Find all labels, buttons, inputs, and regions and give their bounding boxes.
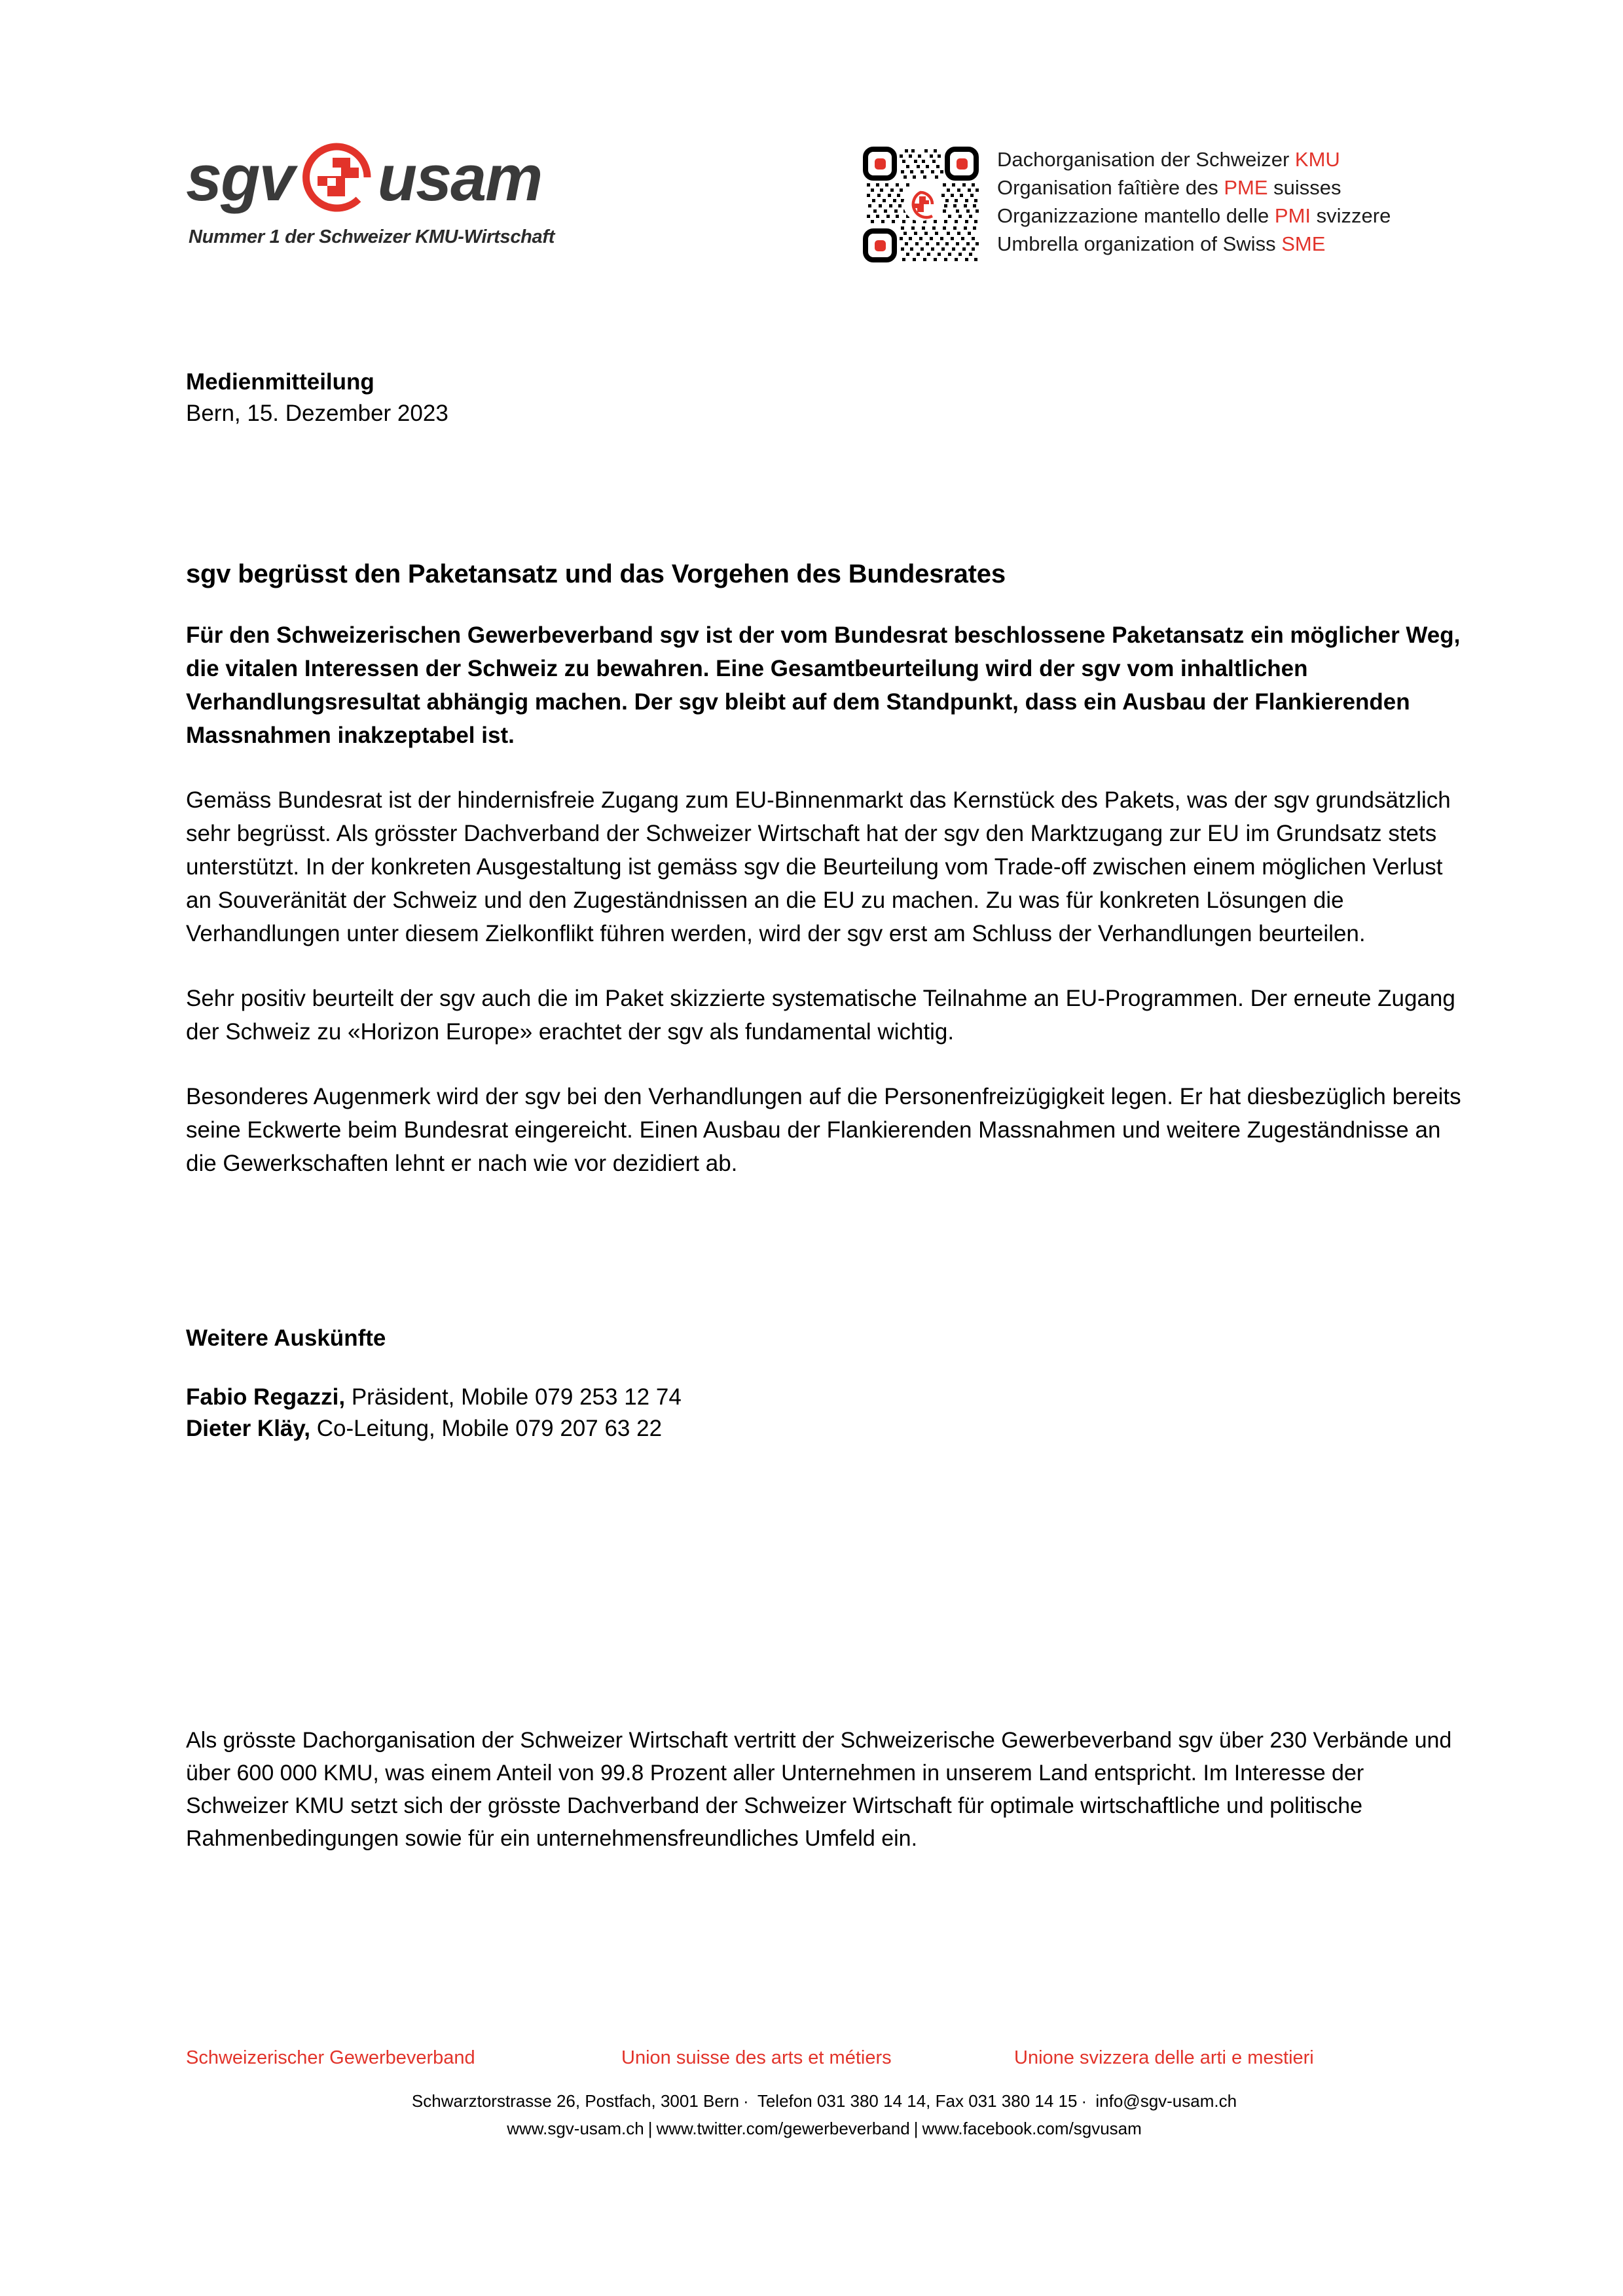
logo-tagline: Nummer 1 der Schweizer KMU-Wirtschaft — [189, 226, 555, 247]
footer-separator-pipe: | — [647, 2119, 653, 2138]
page-title: sgv begrüsst den Paketansatz und das Vorgehen des Bundesrates — [186, 560, 1006, 588]
document-type: Medienmitteilung — [186, 369, 374, 395]
contact-list — [186, 1382, 1463, 1444]
qr-claim-line-en — [997, 230, 1391, 258]
footer-org-name-de: Schweizerischer Gewerbeverband — [186, 2047, 475, 2068]
body-paragraph-3: Besonderes Augenmerk wird der sgv bei den Verhandlungen auf die Personenfreizügigkeit legen. Er hat diesbezüglich bereits seine Eckwerte beim Bundesrat eingereicht. Einen Ausbau der Flankierenden Massnahmen und weitere Zugeständnisse an die Gewerkschaften lehnt er nach wie vor dezidiert ab. — [186, 1084, 1461, 1176]
contact-item — [186, 1413, 1463, 1444]
footer-phone: Telefon 031 380 14 14, Fax 031 380 14 15 — [757, 2091, 1078, 2111]
contact-details: Co-Leitung, Mobile 079 207 63 22 — [310, 1416, 663, 1441]
page-header — [186, 137, 1472, 281]
contact-name: Dieter Kläy, — [186, 1416, 310, 1441]
qr-claim-fr-before: Organisation faîtière des — [997, 176, 1224, 199]
footer-link-facebook[interactable]: www.facebook.com/sgvusam — [922, 2119, 1142, 2138]
qr-claim-lines — [997, 144, 1391, 258]
qr-claim-it-highlight: PMI — [1274, 204, 1311, 227]
logo-wordmark — [186, 137, 592, 217]
footer-email[interactable]: info@sgv-usam.ch — [1095, 2091, 1237, 2111]
qr-claim-line-de — [997, 145, 1391, 173]
qr-claim-it-before: Organizzazione mantello delle — [997, 204, 1275, 227]
lead-paragraph: Für den Schweizerischen Gewerbeverband sgv ist der vom Bundesrat beschlossene Paketansatz ein möglicher Weg, die vitalen Interessen der Schweiz zu bewahren. Eine Gesamtbeurteilung wird der sgv vom inhaltlichen Verhandlungsresultat abhängig machen. Der sgv bleibt auf dem Standpunkt, dass ein Ausbau der Flankierenden Massnahmen inakzeptabel ist. — [186, 622, 1461, 748]
footer-org-name-fr: Union suisse des arts et métiers — [621, 2047, 892, 2068]
body-paragraph-1: Gemäss Bundesrat ist der hindernisfreie Zugang zum EU-Binnenmarkt das Kernstück des Pakets, was der sgv grundsätzlich sehr begrüsst. Als grösster Dachverband der Schweizer Wirtschaft hat der sgv den Marktzugang zur EU im Grundsatz stets unterstützt. In der konkreten Ausgestaltung ist gemäss sgv die Beurteilung vom Trade-off zwischen einem möglichen Verlust an Souveränität der Schweiz und den Zugeständnissen an die EU zu machen. Zu was für konkreten Lösungen die Verhandlungen unter diesem Zielkonflikt führen werden, wird der sgv erst am Schluss der Verhandlungen beurteilen. — [186, 787, 1451, 946]
qr-claim-line-it — [997, 202, 1391, 230]
contact-details: Präsident, Mobile 079 253 12 74 — [345, 1384, 682, 1410]
qr-claim-line-fr — [997, 173, 1391, 202]
contact-item — [186, 1382, 1463, 1413]
qr-claim-fr-highlight: PME — [1224, 176, 1268, 199]
page-footer — [186, 2045, 1463, 2142]
footer-separator-dot: · — [742, 2091, 749, 2111]
qr-code-icon[interactable] — [860, 144, 981, 265]
footer-org-names — [186, 2045, 1463, 2070]
footer-links-line — [186, 2115, 1463, 2142]
qr-and-claims — [860, 144, 1391, 265]
document-body — [186, 367, 1463, 1444]
footer-contact-line — [186, 2087, 1463, 2115]
logo-text-sgv: sgv — [186, 141, 294, 214]
qr-claim-en-before: Umbrella organization of Swiss — [997, 232, 1282, 255]
qr-claim-de-highlight: KMU — [1294, 148, 1340, 171]
logo-text-usam: usam — [377, 141, 542, 214]
footer-link-website[interactable]: www.sgv-usam.ch — [507, 2119, 644, 2138]
boilerplate-paragraph: Als grösste Dachorganisation der Schweizer Wirtschaft vertritt der Schweizerische Gewerbeverband sgv über 230 Verbände und über 600 000 KMU, was einem Anteil von 99.8 Prozent aller Unternehmen in unserem Land entspricht. Im Interesse der Schweizer KMU setzt sich der grösste Dachverband der Schweizer Wirtschaft für optimale wirtschaftliche und politische Rahmenbedingungen sowie für ein unternehmensfreundliches Umfeld ein. — [186, 1728, 1452, 1851]
footer-separator-pipe: | — [913, 2119, 919, 2138]
qr-claim-en-highlight: SME — [1281, 232, 1326, 255]
qr-claim-it-after: svizzere — [1311, 204, 1391, 227]
place-and-date: Bern, 15. Dezember 2023 — [186, 401, 448, 426]
contact-name: Fabio Regazzi, — [186, 1384, 346, 1410]
footer-address: Schwarztorstrasse 26, Postfach, 3001 Bern — [411, 2091, 739, 2111]
qr-claim-de-before: Dachorganisation der Schweizer — [997, 148, 1295, 171]
qr-claim-fr-after: suisses — [1267, 176, 1341, 199]
contact-heading: Weitere Auskünfte — [186, 1325, 386, 1351]
sgv-usam-logo — [186, 137, 592, 248]
footer-link-twitter[interactable]: www.twitter.com/gewerbeverband — [656, 2119, 910, 2138]
footer-separator-dot: · — [1081, 2091, 1087, 2111]
sgv-circle-swiss-cross-icon — [298, 139, 375, 216]
body-paragraph-2: Sehr positiv beurteilt der sgv auch die im Paket skizzierte systematische Teilnahme an EU-Programmen. Der erneute Zugang der Schweiz zu «Horizon Europe» erachtet der sgv als fundamental wichtig. — [186, 986, 1455, 1045]
footer-org-name-it: Unione svizzera delle arti e mestieri — [1014, 2047, 1314, 2068]
